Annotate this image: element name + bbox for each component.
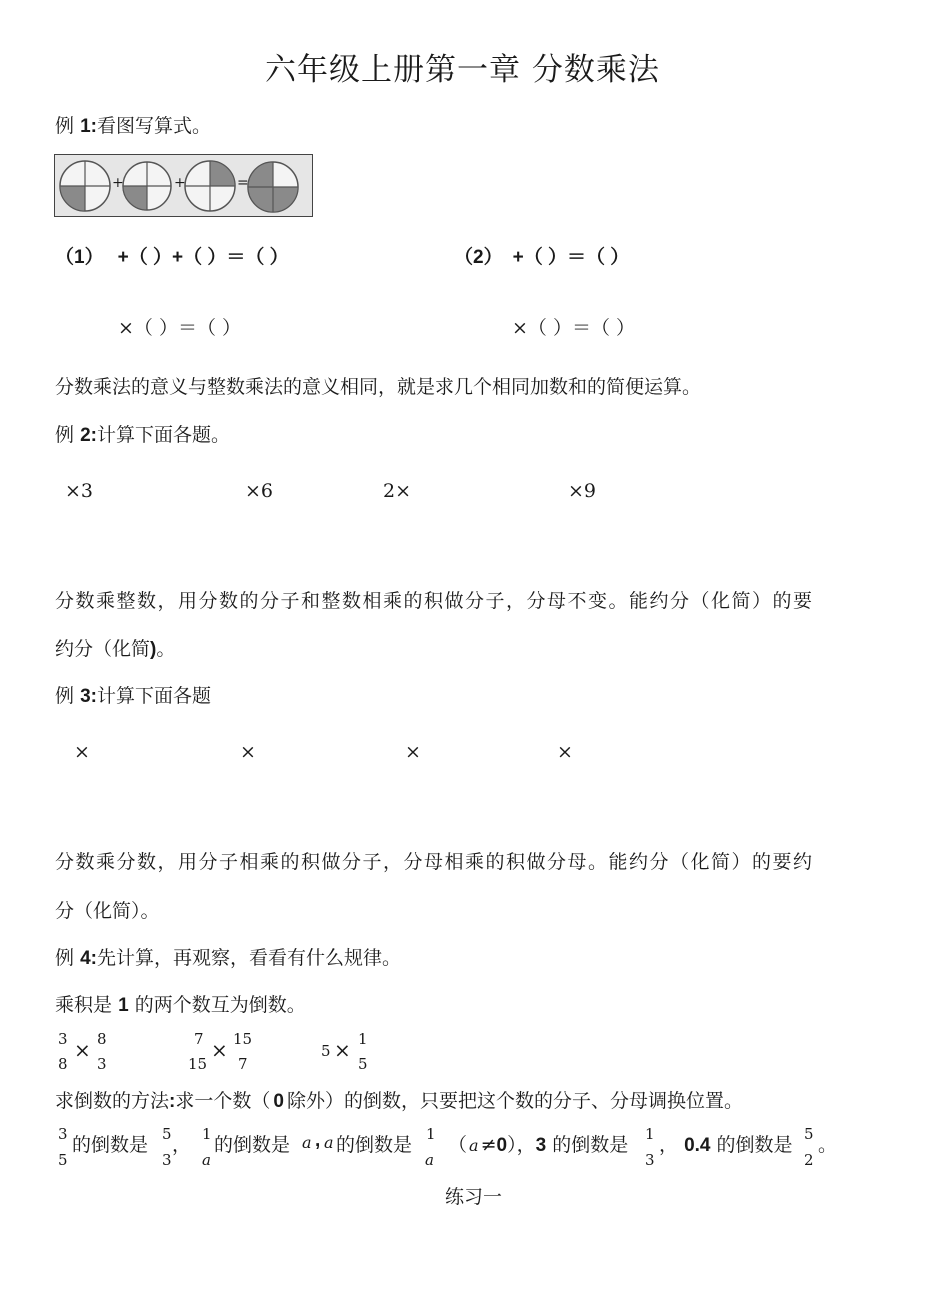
example-1-heading <box>55 111 211 138</box>
method-text: 除外）的倒数，只要把这个数的分子、分母调换位置。 <box>286 1090 743 1112</box>
example-4-heading <box>55 943 401 970</box>
example-text: 的倒数是 <box>214 1134 291 1156</box>
rule-text: 。 <box>156 638 176 660</box>
equals-sign: = <box>237 175 249 191</box>
rule-text: 约分（化简 <box>55 638 151 660</box>
calc-item: × <box>557 741 573 763</box>
fraction-numerator: 7 <box>194 1030 204 1048</box>
times-sign: × <box>211 1038 228 1062</box>
example-3-heading <box>55 681 211 708</box>
example-text: ）， <box>507 1134 536 1156</box>
fraction-denominator: a <box>425 1151 434 1169</box>
example-text: （ <box>448 1134 468 1156</box>
plus-sign: + <box>112 175 124 191</box>
example-number: 1: <box>80 116 97 137</box>
example-text: ， <box>659 1134 679 1156</box>
rule-fraction-times-integer-line1: 分数乘整数，用分数的分子和整数相乘的积做分子，分母不变。能约分（化简）的要 <box>55 590 814 612</box>
example-text: 的倒数是 <box>72 1134 149 1156</box>
example-instruction: 计算下面各题 <box>96 685 211 707</box>
reciprocal-definition <box>55 990 306 1017</box>
reciprocal-method <box>55 1086 743 1113</box>
definition-number: 1 <box>118 995 129 1016</box>
fraction-denominator: 3 <box>97 1055 107 1073</box>
calc-item: ×9 <box>568 480 597 502</box>
page-title: 六年级上册第一章 分数乘法 <box>265 52 660 88</box>
fraction-denominator: a <box>202 1151 211 1169</box>
calc-item: ×3 <box>65 480 94 502</box>
exercise-row-1-right <box>454 242 629 269</box>
method-text: 求倒数的方法 <box>55 1090 170 1112</box>
fraction-denominator: 7 <box>238 1055 248 1073</box>
example-text: ， <box>172 1134 192 1156</box>
example-text: 的倒数是 <box>336 1134 413 1156</box>
item-number: （2） <box>454 247 503 268</box>
fraction-numerator: 1 <box>645 1125 655 1143</box>
plus-sign: + <box>174 175 186 191</box>
fraction-numerator: 5 <box>804 1125 814 1143</box>
fraction-numerator: 8 <box>97 1030 107 1048</box>
circle-diagram-image <box>54 154 313 217</box>
method-text: : <box>169 1091 176 1112</box>
method-text: 求一个数（ <box>175 1090 271 1112</box>
calc-item: × <box>405 741 421 763</box>
variable-a: a <box>324 1133 334 1152</box>
fraction-numerator: 1 <box>358 1030 368 1048</box>
variable-a: a <box>302 1133 312 1152</box>
example-label: 例 <box>55 685 75 707</box>
rule-fraction-times-fraction-line2: 分（化简）。 <box>55 900 160 922</box>
example-text: , <box>315 1130 321 1151</box>
example-text: 的倒数是 <box>552 1134 629 1156</box>
rule-fraction-times-fraction-line1: 分数乘分数，用分子相乘的积做分子，分母相乘的积做分母。能约分（化简）的要约 <box>55 851 814 873</box>
exercise-section-title: 练习一 <box>445 1186 503 1208</box>
exercise-row-2-right: ×（ ）＝（ ） <box>512 317 635 339</box>
exercise-row-1-left <box>55 242 289 269</box>
example-number: 3 <box>535 1135 547 1156</box>
example-instruction: 看图写算式。 <box>96 115 211 137</box>
example-text: 。 <box>818 1134 838 1156</box>
times-sign: × <box>74 1038 91 1062</box>
expression-blank: +（ ）+（ ）＝（ ） <box>117 247 289 268</box>
example-label: 例 <box>55 115 75 137</box>
example-text: 的倒数是 <box>716 1134 793 1156</box>
example-2-heading <box>55 420 230 447</box>
whole-number: 5 <box>321 1042 331 1060</box>
calc-item: × <box>74 741 90 763</box>
fraction-numerator: 1 <box>202 1125 212 1143</box>
fraction-numerator: 15 <box>233 1030 253 1048</box>
fraction-denominator: 3 <box>162 1151 172 1169</box>
exercise-row-2-left: ×（ ）＝（ ） <box>118 317 241 339</box>
fraction-denominator: 5 <box>358 1055 368 1073</box>
calc-item: 2× <box>383 480 412 502</box>
times-sign: × <box>334 1038 351 1062</box>
example-text <box>659 1130 793 1157</box>
example-number: 2: <box>80 425 97 446</box>
fraction-numerator: 1 <box>426 1125 436 1143</box>
item-number: （1） <box>55 247 104 268</box>
not-equal-sign: ≠ <box>480 1134 497 1156</box>
calc-item: ×6 <box>245 480 274 502</box>
definition-text: 的两个数互为倒数。 <box>134 994 306 1016</box>
example-label: 例 <box>55 947 75 969</box>
rule-multiplication-meaning: 分数乘法的意义与整数乘法的意义相同，就是求几个相同加数和的简便运算。 <box>55 376 702 398</box>
example-number: 0.4 <box>684 1135 711 1156</box>
rule-text: ) <box>150 639 157 660</box>
calc-item: × <box>240 741 256 763</box>
example-text <box>448 1130 628 1157</box>
fraction-numerator: 3 <box>58 1030 68 1048</box>
example-instruction: 先计算，再观察，看看有什么规律。 <box>96 947 401 969</box>
fraction-denominator: 3 <box>645 1151 655 1169</box>
example-label: 例 <box>55 424 75 446</box>
fraction-numerator: 3 <box>58 1125 68 1143</box>
example-number: 4: <box>80 948 97 969</box>
fraction-numerator: 5 <box>162 1125 172 1143</box>
definition-text: 乘积是 <box>55 994 113 1016</box>
method-number: 0 <box>273 1091 284 1112</box>
example-instruction: 计算下面各题。 <box>96 424 230 446</box>
example-number: 3: <box>80 686 97 707</box>
expression-blank: +（ ）＝（ ） <box>512 247 630 268</box>
variable-a: a <box>469 1136 479 1155</box>
example-number: 0 <box>496 1135 508 1156</box>
fraction-denominator: 2 <box>804 1151 814 1169</box>
fraction-denominator: 15 <box>188 1055 208 1073</box>
fraction-denominator: 5 <box>58 1151 68 1169</box>
rule-fraction-times-integer-line2 <box>55 634 175 661</box>
fraction-denominator: 8 <box>58 1055 68 1073</box>
